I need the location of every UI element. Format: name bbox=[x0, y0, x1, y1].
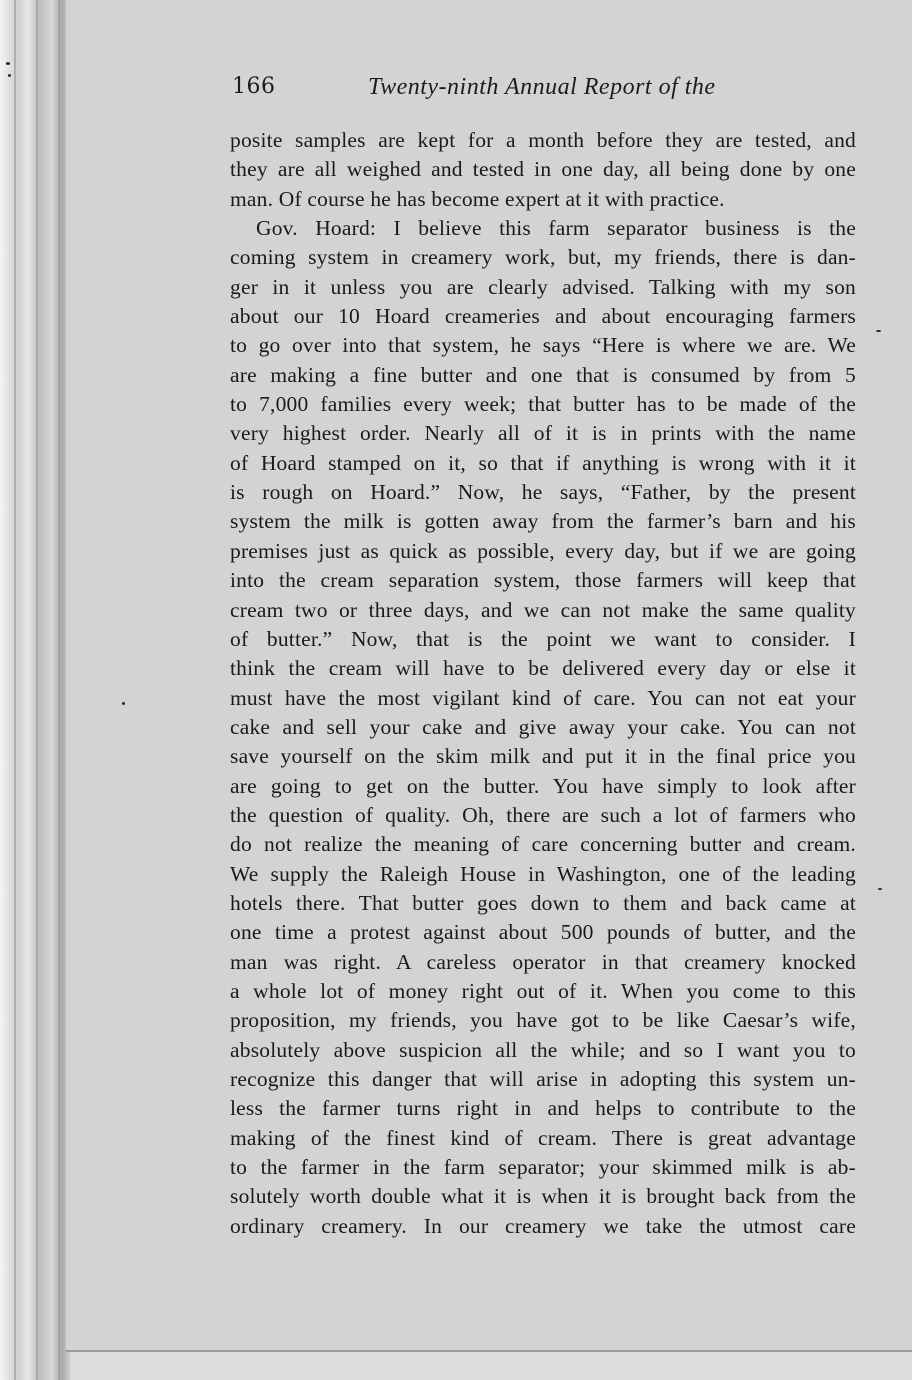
text-line: absolutely above suspicion all the while; and so I want you to bbox=[230, 1037, 856, 1062]
text-line: We supply the Raleigh House in Washington, one of the leading bbox=[230, 861, 856, 886]
text-line: are going to get on the butter. You have simply to look after bbox=[230, 773, 856, 798]
text-line: the question of quality. Oh, there are such a lot of farmers who bbox=[230, 802, 856, 827]
text-line: ordinary creamery. In our creamery we take the utmost care bbox=[230, 1213, 856, 1238]
scan-speck bbox=[878, 888, 882, 890]
text-line: premises just as quick as possible, every day, but if we are going bbox=[230, 538, 856, 563]
binding-line bbox=[14, 0, 16, 1380]
body-text bbox=[230, 126, 856, 1241]
text-line: cream two or three days, and we can not make the same quality bbox=[230, 597, 856, 622]
text-line: must have the most vigilant kind of care. You can not eat your bbox=[230, 685, 856, 710]
text-line: ger in it unless you are clearly advised. Talking with my son bbox=[230, 274, 856, 299]
text-line: proposition, my friends, you have got to be like Caesar’s wife, bbox=[230, 1008, 856, 1033]
text-line: is rough on Hoard.” Now, he says, “Father, by the present bbox=[230, 480, 856, 505]
text-line: hotels there. That butter goes down to them and back came at bbox=[230, 890, 856, 915]
scan-speck bbox=[876, 330, 881, 332]
text-line: system the milk is gotten away from the farmer’s barn and his bbox=[230, 509, 856, 534]
text-line: to the farmer in the farm separator; your skimmed milk is ab- bbox=[230, 1155, 856, 1180]
page-number: 166 bbox=[232, 74, 276, 99]
text-line: one time a protest against about 500 pounds of butter, and the bbox=[230, 920, 856, 945]
text-line: Gov. Hoard: I believe this farm separator business is the bbox=[256, 216, 856, 241]
binding-line bbox=[36, 0, 38, 1380]
text-line: a whole lot of money right out of it. When you come to this bbox=[230, 978, 856, 1003]
text-line: of butter.” Now, that is the point we want to consider. I bbox=[230, 626, 856, 651]
text-line: think the cream will have to be delivered every day or else it bbox=[230, 656, 856, 681]
text-line: less the farmer turns right in and helps to contribute to the bbox=[230, 1096, 856, 1121]
text-line: coming system in creamery work, but, my friends, there is dan- bbox=[230, 245, 856, 270]
scan-speck bbox=[122, 702, 125, 705]
text-line: man was right. A careless operator in that creamery knocked bbox=[230, 949, 856, 974]
text-line: into the cream separation system, those farmers will keep that bbox=[230, 568, 856, 593]
text-line: man. Of course he has become expert at it with practice. bbox=[230, 186, 725, 211]
text-line: cake and sell your cake and give away your cake. You can not bbox=[230, 714, 856, 739]
text-line: save yourself on the skim milk and put it in the final price you bbox=[230, 744, 856, 769]
text-line: making of the finest kind of cream. There is great advantage bbox=[230, 1125, 856, 1150]
page-header bbox=[232, 72, 832, 108]
text-line: posite samples are kept for a month before they are tested, and bbox=[230, 128, 856, 152]
text-line: about our 10 Hoard creameries and about encouraging farmers bbox=[230, 304, 856, 329]
scan-speck bbox=[6, 62, 10, 65]
binding-line bbox=[58, 0, 60, 1380]
text-line: of Hoard stamped on it, so that if anything is wrong with it it bbox=[230, 450, 856, 475]
scan-speck bbox=[8, 74, 11, 77]
text-line: very highest order. Nearly all of it is in prints with the name bbox=[230, 421, 856, 446]
text-line: to go over into that system, he says “Here is where we are. We bbox=[230, 333, 856, 358]
text-line: they are all weighed and tested in one day, all being done by one bbox=[230, 157, 856, 182]
text-line: recognize this danger that will arise in adopting this system un- bbox=[230, 1067, 856, 1091]
text-line: are making a fine butter and one that is consumed by from 5 bbox=[230, 362, 856, 387]
text-line: do not realize the meaning of care concerning butter and cream. bbox=[230, 832, 856, 857]
text-line: to 7,000 families every week; that butter has to be made of the bbox=[230, 392, 856, 417]
book-binding-edge bbox=[0, 0, 70, 1380]
running-title: Twenty-ninth Annual Report of the bbox=[368, 74, 716, 100]
text-line: solutely worth double what it is when it is brought back from the bbox=[230, 1184, 856, 1209]
